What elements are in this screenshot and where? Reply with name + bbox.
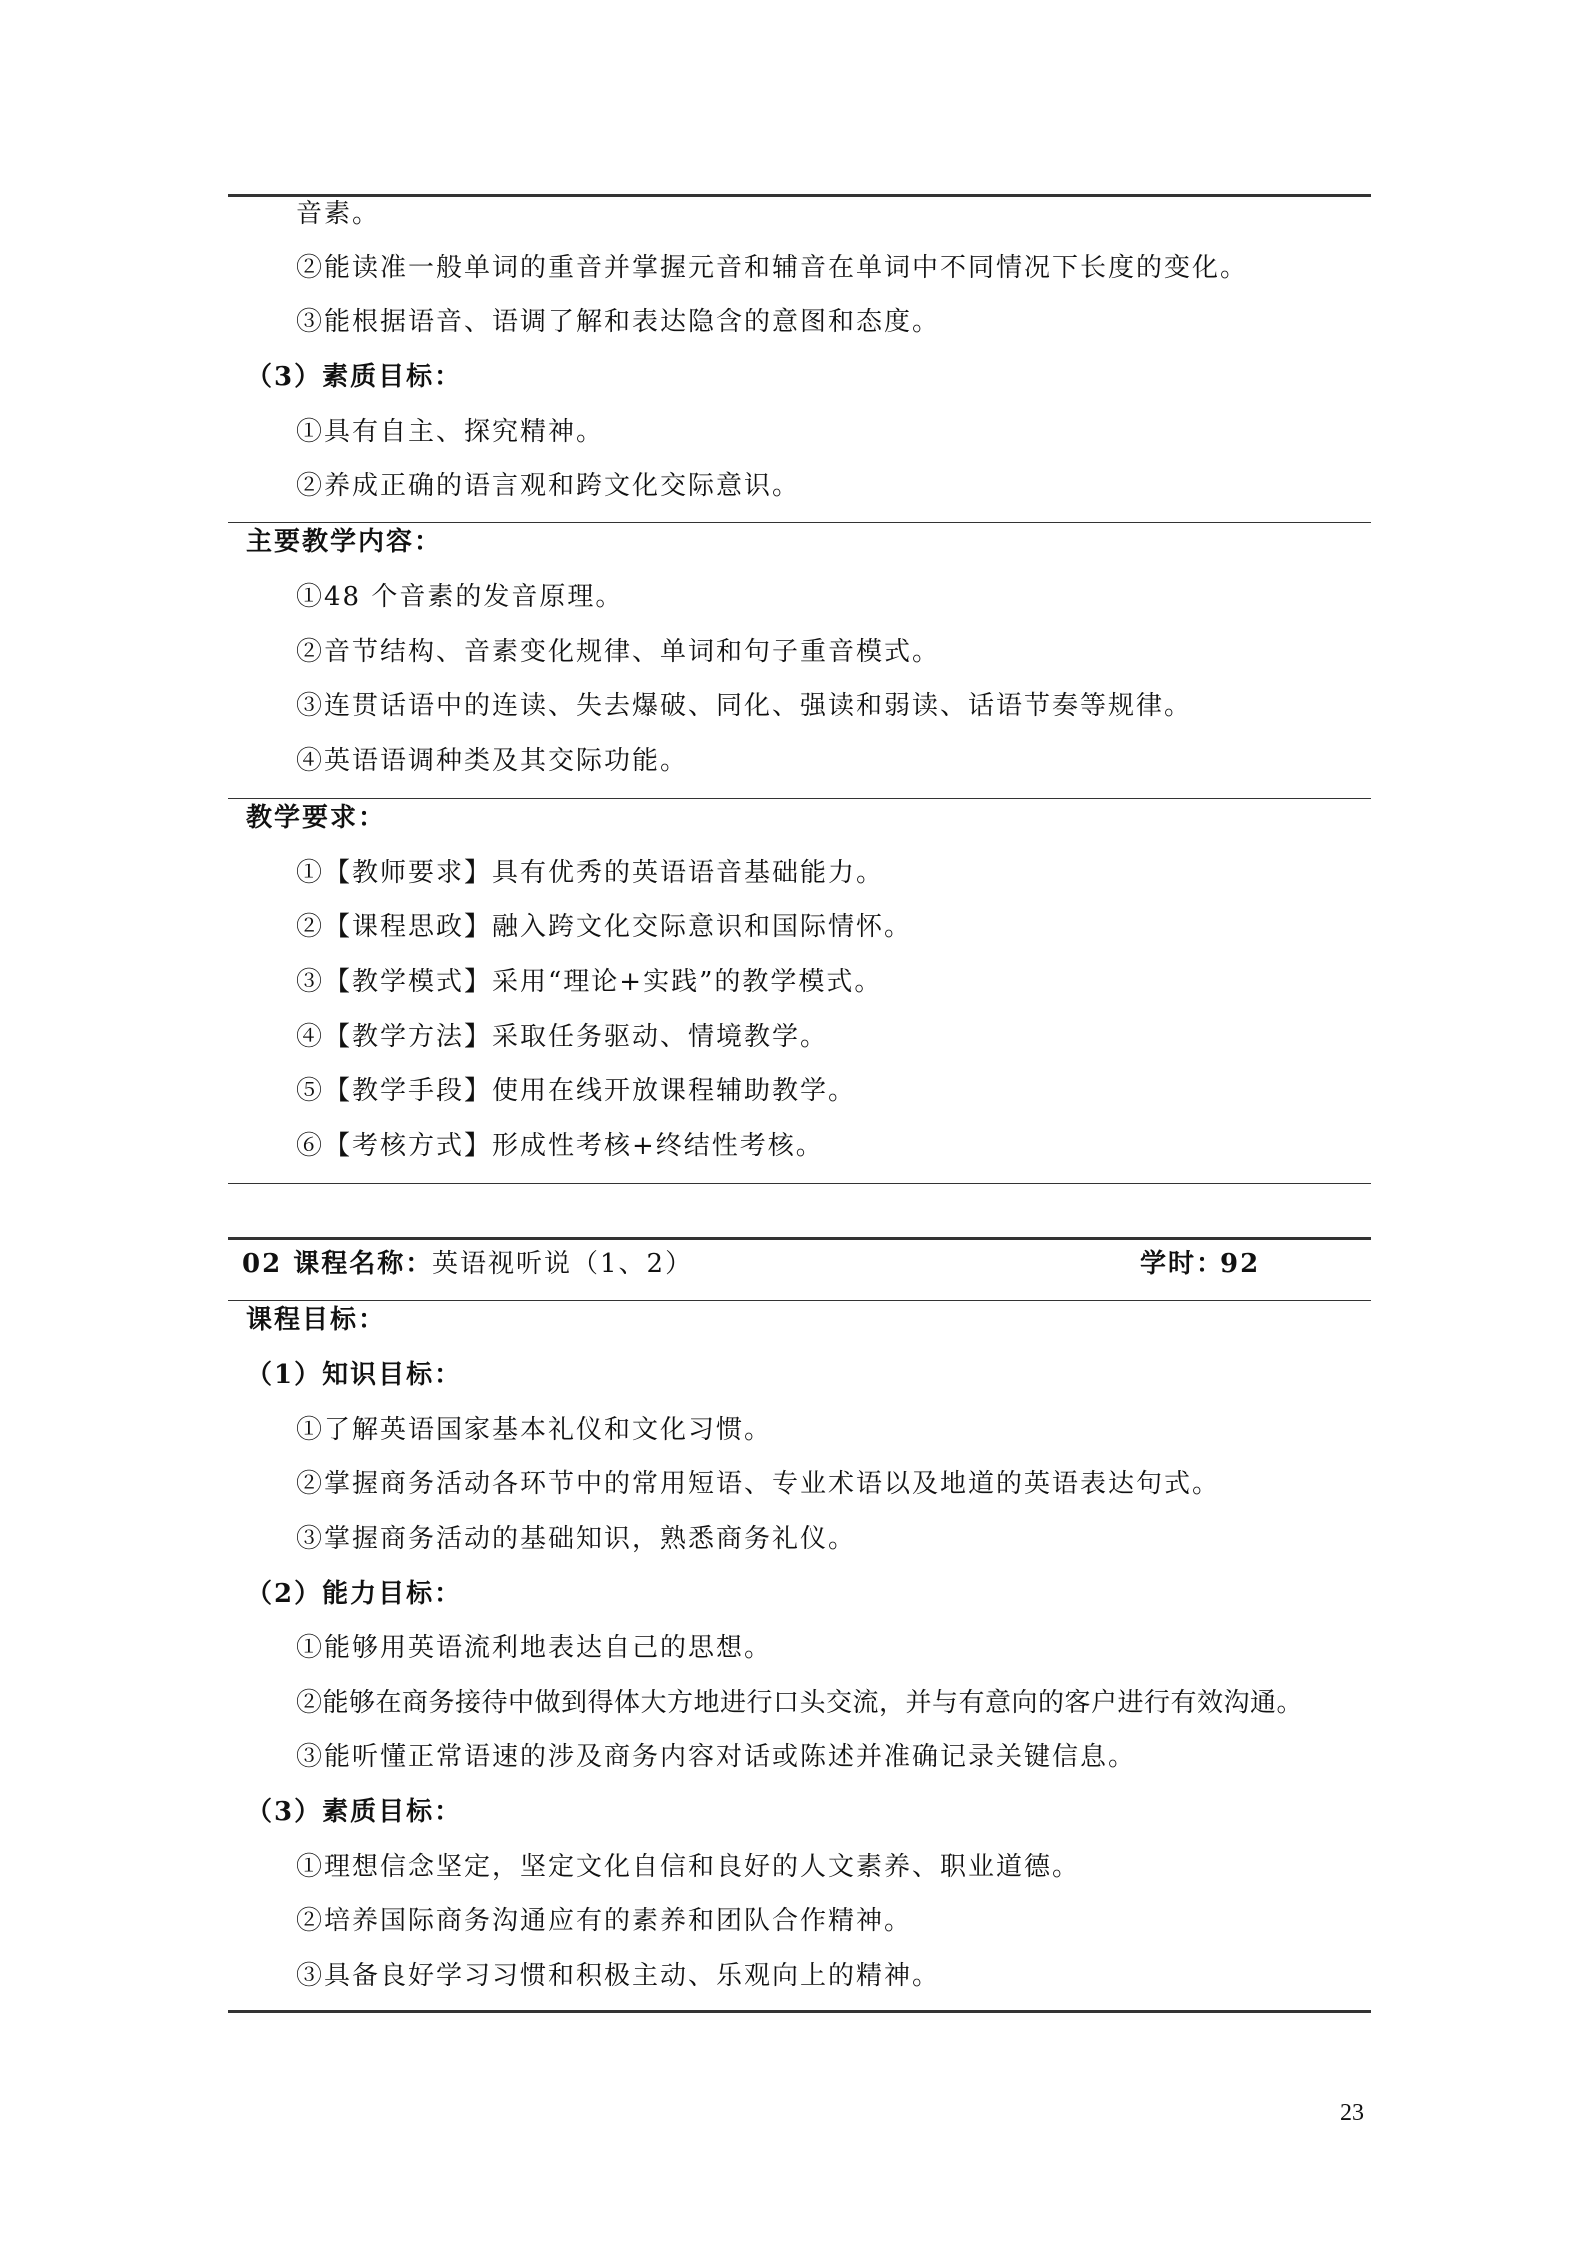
list-item: ②【课程思政】融入跨文化交际意识和国际情怀。 <box>296 912 913 942</box>
page-number: 23 <box>1340 2100 1364 2126</box>
list-item: ③具备良好学习习惯和积极主动、乐观向上的精神。 <box>296 1961 941 1991</box>
table-bottom-border <box>228 1183 1371 1184</box>
list-item: ②养成正确的语言观和跨文化交际意识。 <box>296 471 801 501</box>
list-item: ①具有自主、探究精神。 <box>296 417 605 447</box>
list-item: ②音节结构、音素变化规律、单词和句子重音模式。 <box>296 637 941 667</box>
course-hours-value: 92 <box>1220 1249 1261 1279</box>
list-item: ②掌握商务活动各环节中的常用短语、专业术语以及地道的英语表达句式。 <box>296 1469 1221 1499</box>
section-heading: （3）素质目标： <box>246 362 463 392</box>
section-heading: （1）知识目标： <box>246 1360 463 1390</box>
list-item: ⑤【教学手段】使用在线开放课程辅助教学。 <box>296 1076 857 1106</box>
course-name-value: 英语视听说（1、2） <box>432 1249 694 1279</box>
course-name-label: 02 课程名称： <box>242 1249 434 1279</box>
list-item: ③【教学模式】采用“理论+实践”的教学模式。 <box>296 967 883 997</box>
section-heading: 课程目标： <box>246 1305 387 1335</box>
list-item: ④英语语调种类及其交际功能。 <box>296 746 689 776</box>
list-item: ①48 个音素的发音原理。 <box>296 582 624 612</box>
text-line <box>0 186 1587 242</box>
list-item: ①【教师要求】具有优秀的英语语音基础能力。 <box>296 858 885 888</box>
list-item: ③掌握商务活动的基础知识，熟悉商务礼仪。 <box>296 1524 857 1554</box>
section-heading: （2）能力目标： <box>246 1579 463 1609</box>
section-heading: （3）素质目标： <box>246 1797 463 1827</box>
list-item: ②培养国际商务沟通应有的素养和团队合作精神。 <box>296 1906 913 1936</box>
course-hours-label: 学时： <box>1140 1249 1225 1279</box>
list-item: ②能读准一般单词的重音并掌握元音和辅音在单词中不同情况下长度的变化。 <box>296 253 1249 283</box>
list-item: ②能够在商务接待中做到得体大方地进行口头交流，并与有意向的客户进行有效沟通。 <box>296 1688 1304 1718</box>
list-item: ④【教学方法】采取任务驱动、情境教学。 <box>296 1022 829 1052</box>
list-item: ①理想信念坚定，坚定文化自信和良好的人文素养、职业道德。 <box>296 1852 1081 1882</box>
list-item: ③连贯话语中的连读、失去爆破、同化、强读和弱读、话语节奏等规律。 <box>296 691 1193 721</box>
list-item: ③能根据语音、语调了解和表达隐含的意图和态度。 <box>296 307 941 337</box>
table-bottom-border <box>228 2010 1371 2013</box>
intro-tail: 音素。 <box>296 199 381 229</box>
list-item: ③能听懂正常语速的涉及商务内容对话或陈述并准确记录关键信息。 <box>296 1742 1137 1772</box>
list-item: ①了解英语国家基本礼仪和文化习惯。 <box>296 1415 773 1445</box>
section-heading: 教学要求： <box>246 803 387 833</box>
list-item: ⑥【考核方式】形成性考核+终结性考核。 <box>296 1131 824 1161</box>
section-heading: 主要教学内容： <box>246 527 443 557</box>
course-header-row <box>0 1236 1587 1292</box>
list-item: ①能够用英语流利地表达自己的思想。 <box>296 1633 773 1663</box>
